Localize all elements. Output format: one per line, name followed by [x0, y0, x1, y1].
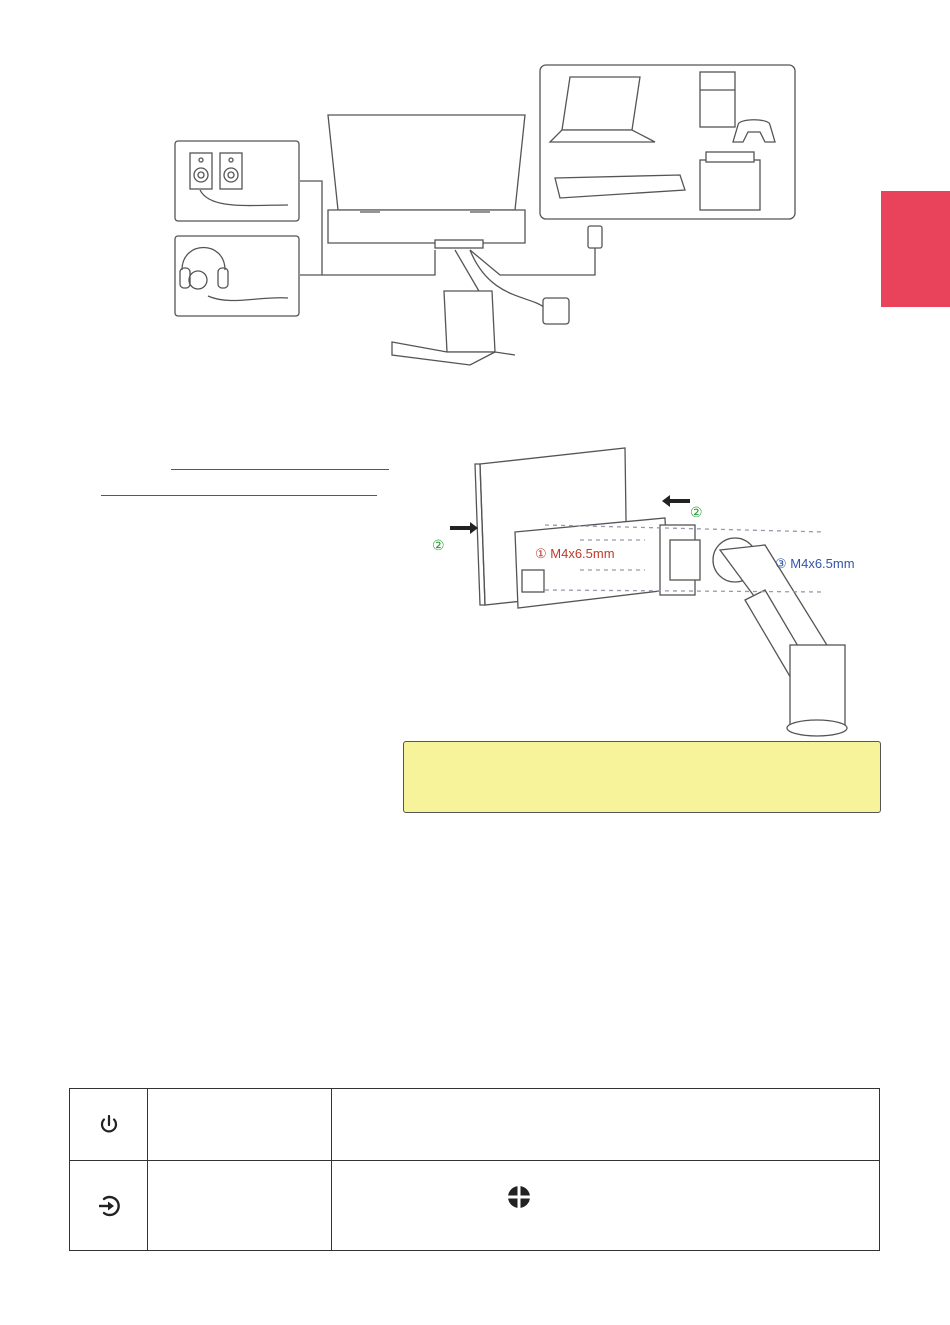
media-player-icon: [555, 175, 685, 198]
input-source-icon: [96, 1193, 122, 1219]
vesa-plate: [515, 518, 668, 608]
screw-label-3: ③ M4x6.5mm: [775, 556, 855, 571]
section-tab: [881, 191, 950, 307]
portable-monitor-icon: [328, 115, 525, 248]
screw-label-2-left: ②: [432, 537, 445, 553]
connection-diagram-svg: [170, 60, 800, 380]
table-row: [70, 1161, 880, 1251]
mounting-diagram: [420, 440, 880, 740]
headphones-panel: [175, 236, 299, 316]
table-row: [70, 1089, 880, 1161]
headphones-icon: [180, 248, 288, 301]
bottom-laptop-icon: [392, 291, 515, 365]
screw-label-1: ① M4x6.5mm: [535, 546, 615, 561]
button-function-table: [69, 1088, 880, 1251]
hyperlink-underline[interactable]: [101, 495, 377, 496]
table-cell-icon: [70, 1161, 148, 1251]
table-cell-description: [332, 1161, 880, 1251]
note-box: [403, 741, 881, 813]
table-cell-name: [148, 1089, 332, 1161]
laptop-source-icon: [550, 77, 655, 142]
speakers-icon: [190, 153, 288, 206]
game-console-icon: [700, 72, 775, 142]
table-cell-name: [148, 1161, 332, 1251]
hyperlink-underline[interactable]: [171, 469, 389, 470]
handheld-console-icon: [700, 152, 760, 210]
connection-diagram: [170, 60, 800, 380]
power-adapter-icon: [543, 298, 569, 324]
joystick-icon: [507, 1185, 531, 1209]
mounting-diagram-svg: [420, 440, 880, 740]
table-cell-description: [332, 1089, 880, 1161]
power-icon: [97, 1113, 121, 1137]
screw-label-2-right: ②: [690, 504, 703, 520]
table-cell-icon: [70, 1089, 148, 1161]
